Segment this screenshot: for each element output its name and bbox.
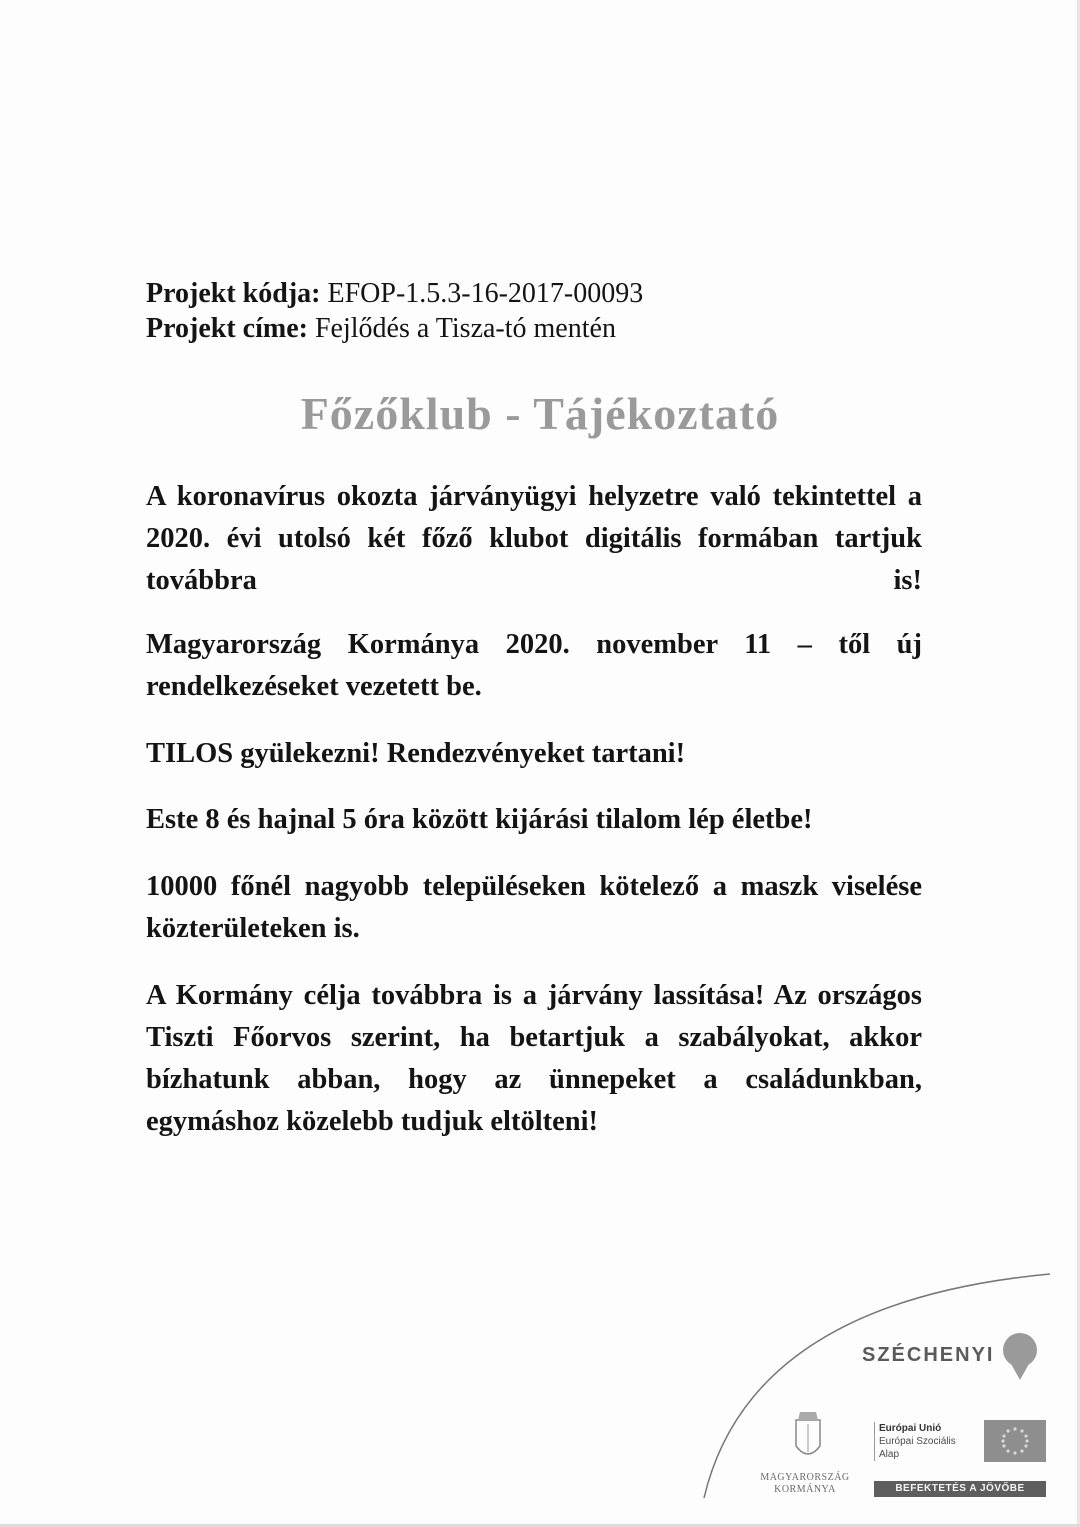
government-label-line2: KORMÁNYA xyxy=(774,1484,836,1495)
paragraph-government: Magyarország Kormánya 2020. november 11 – től új rendelkezéseket vezetett be. xyxy=(146,629,922,702)
project-code-value: EFOP-1.5.3-16-2017-00093 xyxy=(327,278,644,309)
page-title: Főzőklub - Tájékoztató xyxy=(300,388,780,439)
paragraph-goal: A Kormány célja továbbra is a járvány lassítása! Az országos Tiszti Főorvos szerint, ha betartjuk a szabályokat, akkor bízhatunk abban, hogy az ünnepeket a családunkban, egymáshoz közelebb tudjuk eltölteni! xyxy=(146,980,922,1137)
paragraph-curfew: Este 8 és hajnal 5 óra között kijárási tilalom lép életbe! xyxy=(146,804,813,835)
eu-fund-text xyxy=(874,1422,969,1461)
project-code-label: Projekt kódja: xyxy=(146,278,321,309)
project-info xyxy=(146,276,643,346)
funding-arc-graphic xyxy=(690,1262,1070,1512)
project-code-line xyxy=(146,276,643,311)
eu-line2: Európai Szociális xyxy=(879,1436,956,1447)
project-title-line xyxy=(146,311,643,346)
szechenyi-pin-icon xyxy=(1003,1333,1037,1380)
invest-slogan: BEFEKTETÉS A JÖVŐBE xyxy=(874,1481,1046,1497)
project-title-value: Fejlődés a Tisza-tó mentén xyxy=(314,313,616,344)
eu-flag-icon xyxy=(984,1420,1046,1462)
eu-line3: Alap xyxy=(879,1449,900,1460)
paragraph-intro: A koronavírus okozta járványügyi helyzetre való tekintettel a 2020. évi utolsó két főző klubot digitális formában tartjuk továbbra is! xyxy=(146,481,922,596)
project-title-label: Projekt címe: xyxy=(146,313,308,344)
hungary-coat-of-arms-icon xyxy=(796,1412,820,1454)
paragraph-prohibition: TILOS gyülekezni! Rendezvényeket tartani! xyxy=(146,738,686,769)
szechenyi-logo-text: SZÉCHENYI xyxy=(862,1344,995,1366)
government-label xyxy=(750,1472,860,1496)
government-label-line1: MAGYARORSZÁG xyxy=(760,1472,850,1483)
funding-logo-block xyxy=(690,1262,1070,1512)
paragraph-mask: 10000 főnél nagyobb településeken kötelező a maszk viselése közterületeken is. xyxy=(146,871,922,944)
eu-line1: Európai Unió xyxy=(879,1423,942,1434)
